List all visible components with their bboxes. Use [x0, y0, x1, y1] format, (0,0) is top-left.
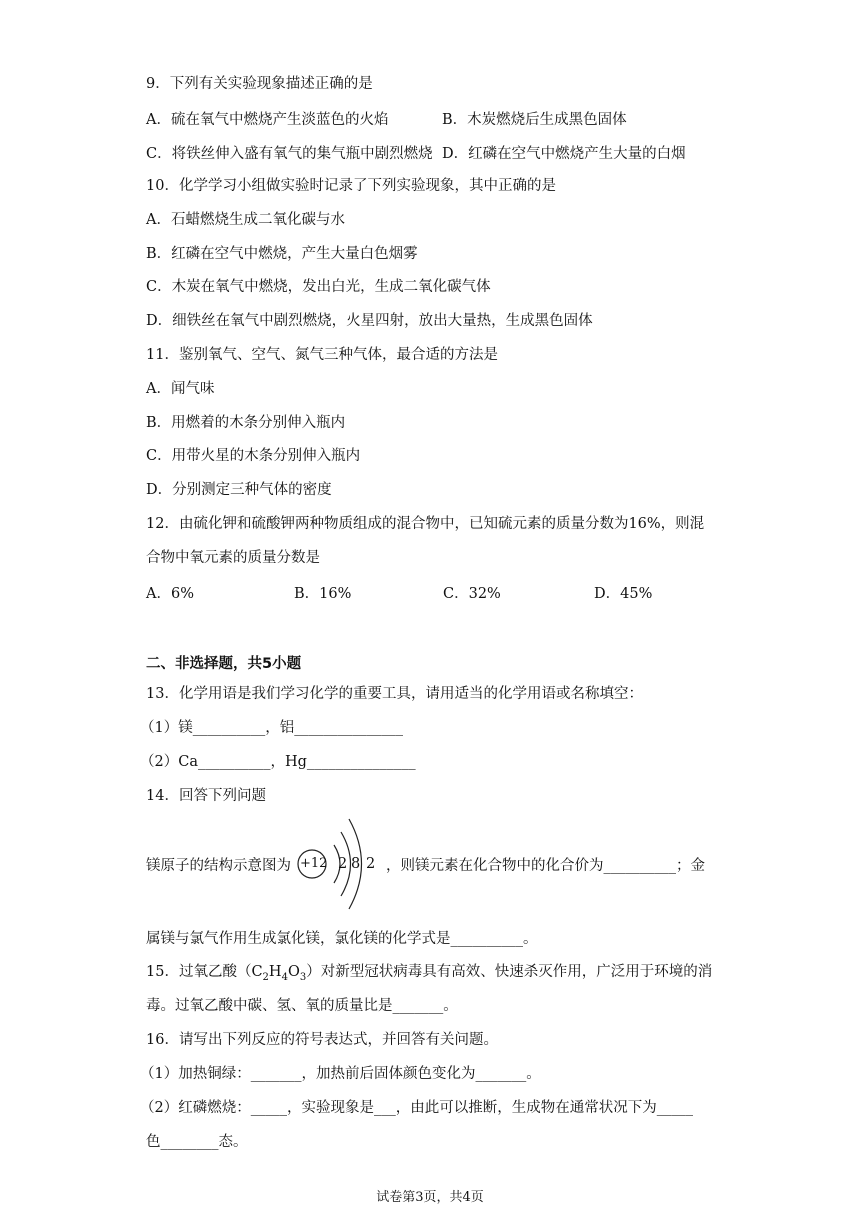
q12-option-d: D．45% [594, 586, 653, 602]
q11-option-b: B．用燃着的木条分别伸入瓶内 [146, 415, 346, 431]
shell-count-1: 2 [338, 856, 348, 872]
q15-sub-h: 4 [281, 971, 288, 983]
q15-o: O [287, 964, 300, 980]
q9-option-c: C．将铁丝伸入盛有氧气的集气瓶中剧烈燃烧 [146, 146, 433, 162]
q12-option-c: C．32% [443, 586, 501, 602]
q11-option-d: D．分别测定三种气体的密度 [146, 482, 332, 498]
q13-line1: （1）镁__________，铝_______________ [140, 720, 403, 736]
q10-option-a: A．石蜡燃烧生成二氧化碳与水 [146, 212, 345, 228]
q10-option-b: B．红磷在空气中燃烧，产生大量白色烟雾 [146, 246, 418, 262]
page-footer: 试卷第3页，共4页 [376, 1190, 484, 1205]
section-heading: 二、非选择题，共5小题 [146, 656, 302, 672]
q11-option-a: A．闻气味 [146, 381, 215, 397]
q15-h: H [268, 964, 282, 980]
q12-stem-line2: 合物中氧元素的质量分数是 [146, 550, 320, 566]
q14-post-text: ，则镁元素在化合物中的化合价为__________；金 [386, 858, 705, 874]
q12-option-b: B．16% [294, 586, 352, 602]
q15-sub-o: 3 [299, 971, 307, 983]
q15-post: ）对新型冠状病毒具有高效、快速杀灭作用，广泛用于环境的消 [306, 964, 713, 980]
q14-line2: 属镁与氯气作用生成氯化镁，氯化镁的化学式是__________。 [146, 931, 538, 947]
shell-count-2: 8 [351, 856, 361, 872]
q9-option-b: B．木炭燃烧后生成黑色固体 [442, 112, 627, 128]
q9-option-a: A．硫在氧气中燃烧产生淡蓝色的火焰 [146, 112, 389, 128]
q16-line1: （1）加热铜绿：_______，加热前后固体颜色变化为_______。 [140, 1066, 541, 1082]
q16-line3: 色________态。 [146, 1134, 248, 1150]
q12-stem-line1: 12．由硫化钾和硫酸钾两种物质组成的混合物中，已知硫元素的质量分数为16%，则混 [146, 516, 705, 532]
q13-line2: （2）Ca__________，Hg_______________ [140, 754, 416, 770]
q9-stem: 9．下列有关实验现象描述正确的是 [146, 76, 373, 92]
q15-line1 [146, 962, 712, 988]
q13-stem: 13．化学用语是我们学习化学的重要工具，请用适当的化学用语或名称填空： [146, 686, 643, 702]
q11-option-c: C．用带火星的木条分别伸入瓶内 [146, 448, 361, 464]
nucleus-charge: +12 [300, 856, 328, 871]
q14-pre-text: 镁原子的结构示意图为 [146, 858, 291, 874]
q14-stem: 14．回答下列问题 [146, 788, 266, 804]
magnesium-atom-diagram [294, 815, 384, 911]
q15-sub-c: 2 [262, 971, 269, 983]
q15-line2: 毒。过氧乙酸中碳、氢、氧的质量比是_______。 [146, 998, 458, 1014]
q16-stem: 16．请写出下列反应的符号表达式，并回答有关问题。 [146, 1032, 498, 1048]
shell-count-3: 2 [366, 856, 376, 872]
q9-option-d: D．红磷在空气中燃烧产生大量的白烟 [442, 146, 686, 162]
q10-option-d: D．细铁丝在氧气中剧烈燃烧，火星四射，放出大量热，生成黑色固体 [146, 313, 593, 329]
q12-option-a: A．6% [146, 586, 194, 602]
q16-line2: （2）红磷燃烧：_____，实验现象是___，由此可以推断，生成物在通常状况下为_____ [140, 1100, 693, 1116]
q10-stem: 10．化学学习小组做实验时记录了下列实验现象，其中正确的是 [146, 178, 556, 194]
q15-pre: 15．过氧乙酸（C [146, 964, 263, 980]
q10-option-c: C．木炭在氧气中燃烧，发出白光，生成二氧化碳气体 [146, 279, 491, 295]
q11-stem: 11．鉴别氧气、空气、氮气三种气体，最合适的方法是 [146, 347, 498, 363]
